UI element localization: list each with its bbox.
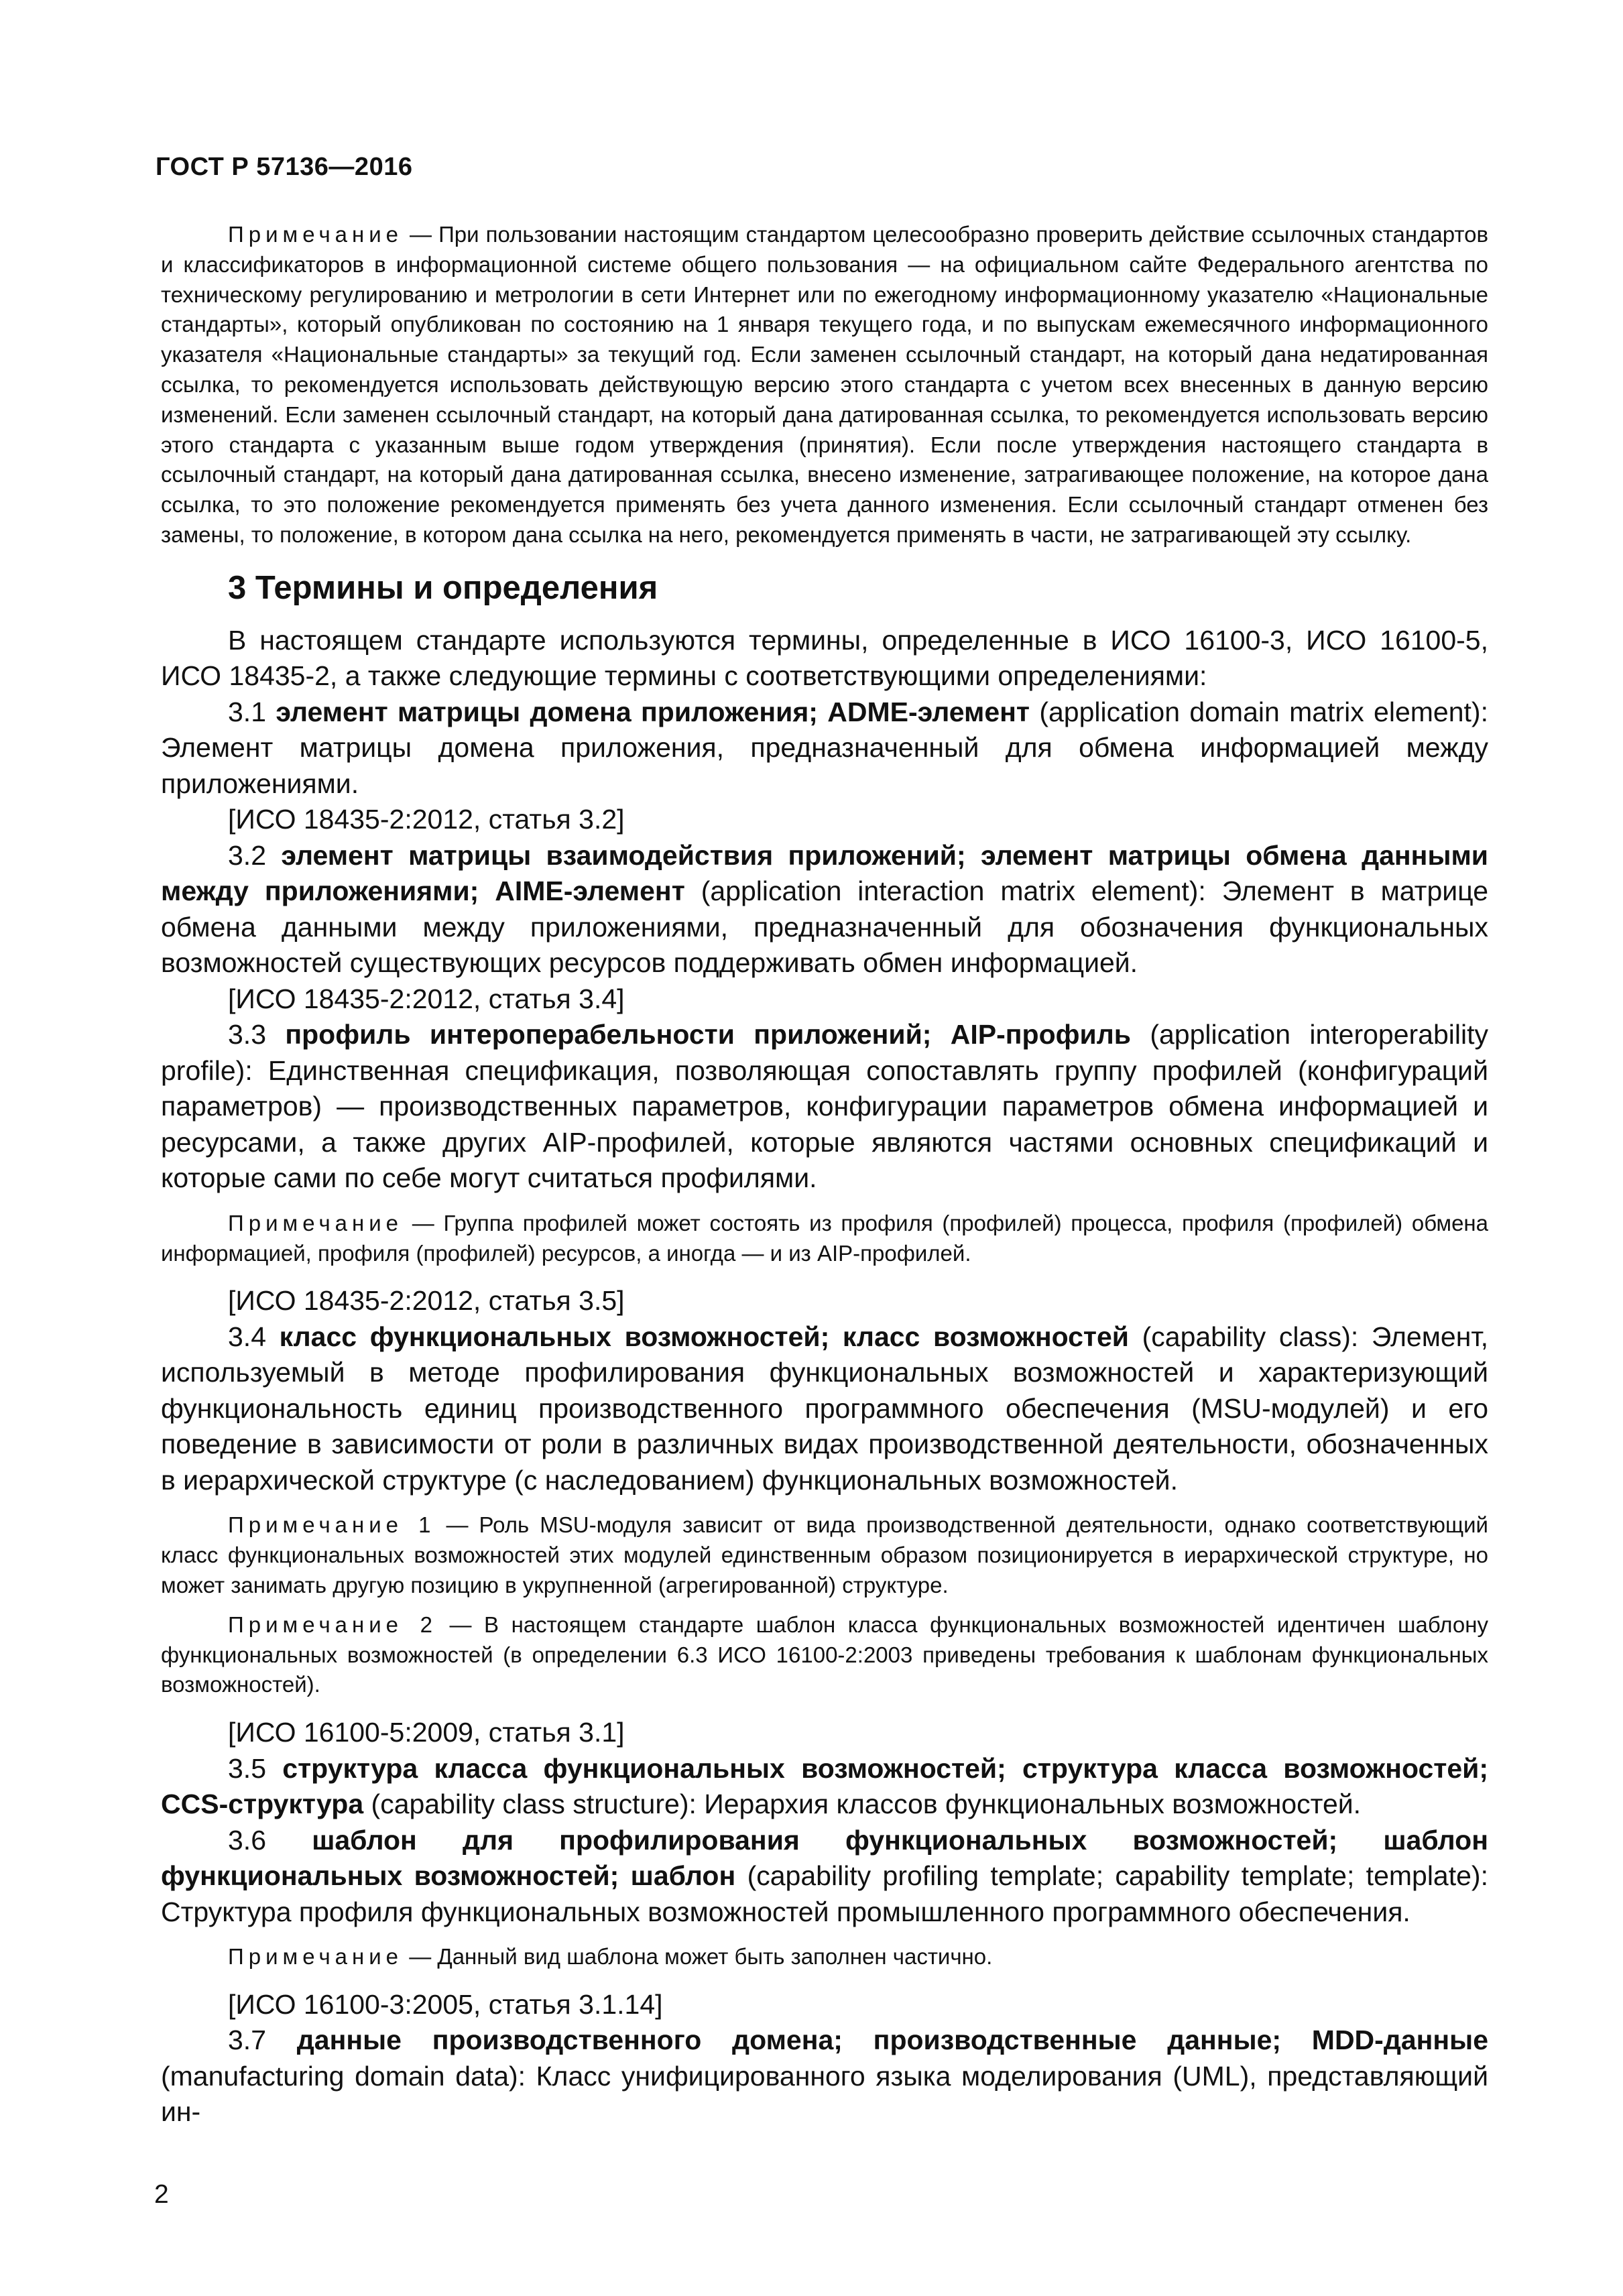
term-source-ref: [ИСО 18435-2:2012, статья 3.4] [228,983,625,1014]
term-number: 3.6 [228,1824,266,1856]
term-definition: (application interoperability profile): Единственная спецификация, позволяющая сопоставлять группу профилей (конфигураций параметров) — производственных параметров, конфигурации параметров обмена информацией и ресурсами, а также других AIP-профилей, которые являются частями основных спецификаций и которые сами по себе могут считаться профилями. [161,1019,1488,1194]
term-number: 3.2 [228,839,266,871]
term-name: класс функциональных возможностей; класс возможностей [279,1321,1130,1352]
term-name: элемент матрицы взаимодействия приложений; элемент матрицы обмена данными между приложениями; AIME-элемент [161,839,1488,907]
note-label: Примечание [228,222,404,247]
term-name: структура класса функциональных возможностей; структура класса возможностей; CCS-структура [161,1752,1488,1820]
term-name: шаблон для профилирования функциональных возможностей; шаблон функциональных возможностей; шаблон [161,1824,1488,1892]
note-label: Примечание 2 [228,1612,437,1637]
term-definition: (capability class): Элемент, используемый в методе профилирования функциональных возможностей и характеризующий функциональность единиц производственного программного обеспечения (MSU-модулей) и его поведение в зависимости от роли в различных видах производственной деятельности, обозначенных в иерархической структуре (с наследованием) функциональных возможностей. [161,1321,1488,1496]
term-3-7 [161,2022,1488,2130]
term-number: 3.3 [228,1019,266,1050]
term-3-2 [161,838,1488,981]
term-name: данные производственного домена; производственные данные; MDD-данные [296,2025,1488,2056]
term-source-ref: [ИСО 18435-2:2012, статья 3.2] [228,804,625,835]
term-number: 3.1 [228,696,266,727]
term-3-3 [161,1017,1488,1197]
note-text: — В настоящем стандарте шаблон класса функциональных возможностей идентичен шаблону функциональных возможностей (в определении 6.3 ИСО 16100-2:2003 приведены требования к шаблонам функциональных возможностей). [161,1612,1488,1697]
term-3-4-note-1 [161,1510,1488,1600]
note-text: — Роль MSU-модуля зависит от вида производственной деятельности, однако соответствующий класс функциональных возможностей этих модулей единственным образом позиционируется в иерархической структуре, но может занимать другую позицию в укрупненной (агрегированной) структуре. [161,1512,1488,1597]
term-definition: (application domain matrix element): Элемент матрицы домена приложения, предназначенный для обмена информацией между приложениями. [161,696,1488,799]
term-source-ref: [ИСО 16100-5:2009, статья 3.1] [228,1717,625,1748]
document-code-header: ГОСТ Р 57136—2016 [156,153,413,181]
term-definition: (manufacturing domain data): Класс унифицированного языка моделирования (UML), представляющий ин- [161,2060,1488,2128]
term-definition: (capability profiling template; capability template; template): Структура профиля функциональных возможностей промышленного программного обеспечения. [161,1860,1488,1927]
term-3-3-note [161,1209,1488,1269]
note-label: Примечание [228,1210,404,1235]
intro-note [161,220,1488,550]
term-number: 3.5 [228,1752,266,1784]
term-3-6 [161,1823,1488,1931]
term-source-ref: [ИСО 16100-3:2005, статья 3.1.14] [228,1988,663,2020]
note-label: Примечание 1 [228,1512,436,1538]
term-3-4-note-2 [161,1610,1488,1700]
section-title: 3 Термины и определения [228,569,658,606]
note-text: — Группа профилей может состоять из профиля (профилей) процесса, профиля (профилей) обмена информацией, профиля (профилей) ресурсов, а иногда — и из AIP-профилей. [161,1210,1489,1266]
term-name: профиль интероперабельности приложений; AIP-профиль [285,1019,1131,1050]
intro-note-text: — При пользовании настоящим стандартом целесообразно проверить действие ссылочных стандартов и классификаторов в информационной системе общего пользования — на официальном сайте Федерального агентства по техническому регулированию и метрологии в сети Интернет или по ежегодному информационному указателю «Национальные стандарты», который опубликован по состоянию на 1 января текущего года, и по выпускам ежемесячного информационного указателя «Национальные стандарты» за текущий год. Если заменен ссылочный стандарт, на который дана недатированная ссылка, то рекомендуется использовать действующую версию этого стандарта с учетом всех внесенных в данную версию изменений. Если заменен ссылочный стандарт, на который дана датированная ссылка, то рекомендуется использовать версию этого стандарта с указанным выше годом утверждения (принятия). Если после утверждения настоящего стандарта в ссылочный стандарт, на который дана датированная ссылка, внесено изменение, затрагивающее положение, на которое дана ссылка, то это положение рекомендуется применять без учета данного изменения. Если ссылочный стандарт отменен без замены, то положение, в котором дана ссылка на него, рекомендуется применять в части, не затрагивающей эту ссылку. [161,222,1488,547]
note-label: Примечание [228,1944,404,1970]
section-intro: В настоящем стандарте используются термины, определенные в ИСО 16100-3, ИСО 16100-5, ИСО 18435-2, а также следующие термины с соответствующими определениями: [161,624,1488,692]
term-3-4 [161,1319,1488,1499]
term-3-6-note [161,1942,1488,1972]
term-number: 3.4 [228,1321,266,1352]
term-number: 3.7 [228,2025,266,2056]
note-text: — Данный вид шаблона может быть заполнен частично. [409,1944,993,1970]
term-3-5 [161,1751,1488,1823]
term-3-1 [161,694,1488,802]
page-number: 2 [154,2180,169,2209]
page-content [161,220,1488,2130]
term-source-ref: [ИСО 18435-2:2012, статья 3.5] [228,1285,625,1317]
term-definition: (capability class structure): Иерархия классов функциональных возможностей. [371,1789,1362,1820]
term-name: элемент матрицы домена приложения; ADME-элемент [276,696,1030,727]
term-definition: (application interaction matrix element): Элемент в матрице обмена данными между приложениями, предназначенный для обозначения функциональных возможностей существующих ресурсов поддерживать обмен информацией. [161,875,1488,979]
